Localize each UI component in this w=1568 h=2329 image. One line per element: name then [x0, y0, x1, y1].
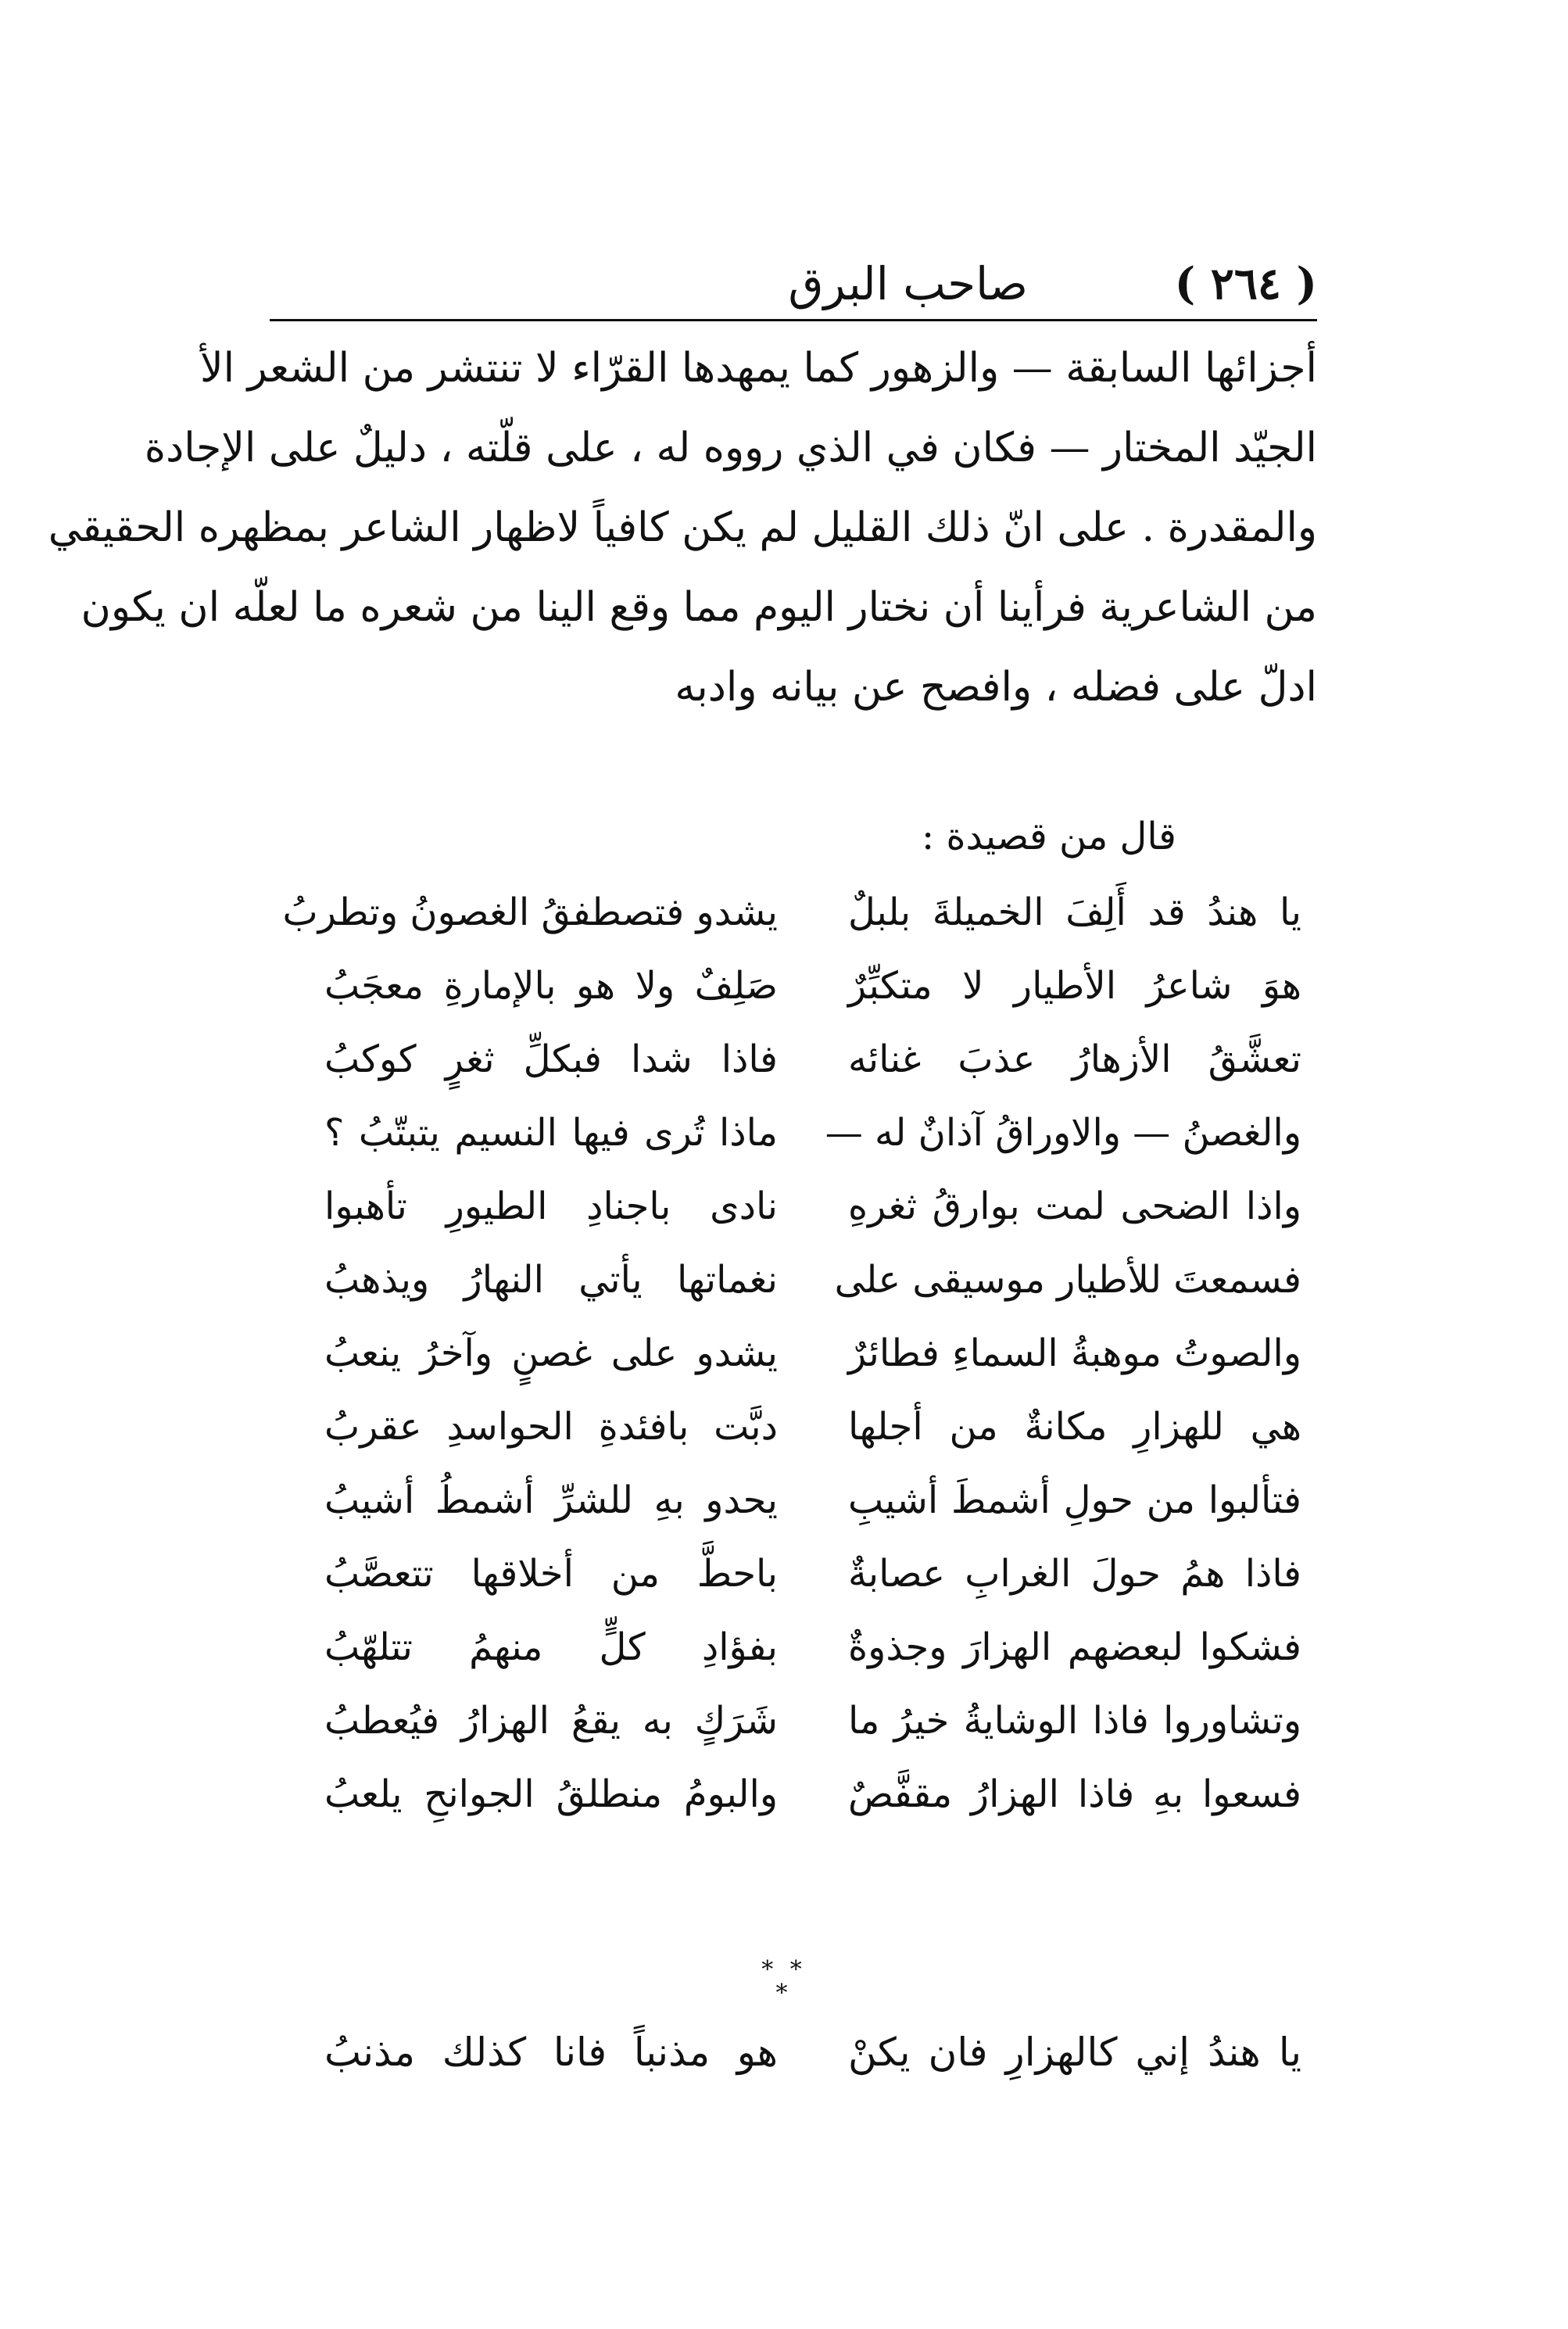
- first-hemistich: هوَ شاعرُ الأطيار لا متكبِّرٌ: [848, 964, 1301, 1008]
- verse: [270, 876, 1317, 949]
- prose-line: أجزائها السابقة — والزهور كما يمهدها القرّاء لا تنتشر من الشعر الأ: [199, 345, 1317, 392]
- first-hemistich: فسعوا بهِ فاذا الهزارُ مقفَّصٌ: [848, 1772, 1301, 1816]
- prose-line: والمقدرة . على انّ ذلك القليل لم يكن كافياً لاظهار الشاعر بمظهره الحقيقي: [48, 504, 1317, 551]
- first-hemistich: يا هندُ قد أَلِفَ الخميلةَ بلبلٌ: [848, 890, 1301, 934]
- running-title: صاحب البرق: [788, 257, 1028, 310]
- verse: [270, 1390, 1317, 1464]
- second-hemistich: يحدو بهِ للشرِّ أشمطُ أشيبُ: [324, 1478, 778, 1522]
- second-hemistich: يشدو على غصنٍ وآخرُ ينعبُ: [324, 1331, 778, 1375]
- second-hemistich: ماذا تُرى فيها النسيم يتبتّبُ ؟: [324, 1111, 778, 1155]
- first-hemistich: والغصنُ — والاوراقُ آذانٌ له —: [825, 1111, 1301, 1155]
- header-rule: [270, 319, 1317, 321]
- second-hemistich: والبومُ منطلقُ الجوانحِ يلعبُ: [324, 1772, 778, 1816]
- page-number: ( ٢٦٤ ): [1174, 258, 1317, 310]
- first-hemistich: فتألبوا من حولِ أشمطَ أشيبِ: [848, 1478, 1301, 1522]
- second-hemistich: نادى باجنادِ الطيورِ تأهبوا: [324, 1184, 778, 1228]
- verse: [270, 1537, 1317, 1611]
- first-hemistich: تعشَّقُ الأزهارُ عذبَ غنائه: [848, 1037, 1301, 1081]
- second-hemistich: دبَّت بافئدةِ الحواسدِ عقربُ: [324, 1405, 778, 1449]
- section-separator: * * *: [761, 1956, 807, 2007]
- final-verse: [270, 2009, 1317, 2095]
- second-hemistich: فاذا شدا فبكلِّ ثغرٍ كوكبُ: [324, 1037, 778, 1081]
- verse: [270, 1684, 1317, 1757]
- verse: [270, 1464, 1317, 1537]
- second-hemistich: صَلِفٌ ولا هو بالإمارةِ معجَبُ: [324, 964, 778, 1008]
- first-hemistich: هي للهزارِ مكانةٌ من أجلها: [848, 1405, 1301, 1449]
- first-hemistich: والصوتُ موهبةُ السماءِ فطائرٌ: [848, 1331, 1301, 1375]
- second-hemistich: شَرَكٍ به يقعُ الهزارُ فيُعطبُ: [324, 1699, 778, 1743]
- prose-line: ادلّ على فضله ، وافصح عن بيانه وادبه: [675, 664, 1317, 711]
- verse: [270, 949, 1317, 1023]
- verse: [270, 1611, 1317, 1684]
- verse: [270, 1317, 1317, 1390]
- second-hemistich: نغماتها يأتي النهارُ ويذهبُ: [324, 1258, 778, 1302]
- first-hemistich: واذا الضحى لمت بوارقُ ثغرهِ: [848, 1184, 1301, 1228]
- poem-verses: [270, 876, 1317, 1831]
- first-hemistich: فسمعتَ للأطيار موسيقى على: [834, 1258, 1301, 1302]
- poem-intro: قال من قصيدة :: [921, 815, 1176, 858]
- prose-line: من الشاعرية فرأينا أن نختار اليوم مما وقع الينا من شعره ما لعلّه ان يكون: [81, 584, 1317, 631]
- verse: [270, 1096, 1317, 1170]
- verse: [270, 1023, 1317, 1096]
- second-hemistich: باحطَّ من أخلاقها تتعصَّبُ: [324, 1552, 778, 1596]
- running-head: [270, 249, 1317, 319]
- second-hemistich: يشدو فتصطفقُ الغصونُ وتطربُ: [282, 890, 778, 934]
- verse: [270, 1243, 1317, 1317]
- prose-line: الجيّد المختار — فكان في الذي رووه له ، على قلّته ، دليلٌ على الإجادة: [144, 425, 1317, 471]
- prose-paragraph: [48, 328, 1317, 727]
- second-hemistich: هو مذنباً فانا كذلك مذنبُ: [324, 2030, 778, 2075]
- second-hemistich: بفؤادِ كلٍّ منهمُ تتلهّبُ: [324, 1625, 778, 1669]
- first-hemistich: وتشاوروا فاذا الوشايةُ خيرُ ما: [848, 1699, 1301, 1743]
- verse: [270, 1757, 1317, 1831]
- first-hemistich: يا هندُ إني كالهزارِ فان يكنْ: [848, 2030, 1301, 2075]
- first-hemistich: فشكوا لبعضهم الهزارَ وجذوةٌ: [848, 1625, 1301, 1669]
- verse: [270, 1170, 1317, 1243]
- first-hemistich: فاذا همُ حولَ الغرابِ عصابةٌ: [848, 1552, 1301, 1596]
